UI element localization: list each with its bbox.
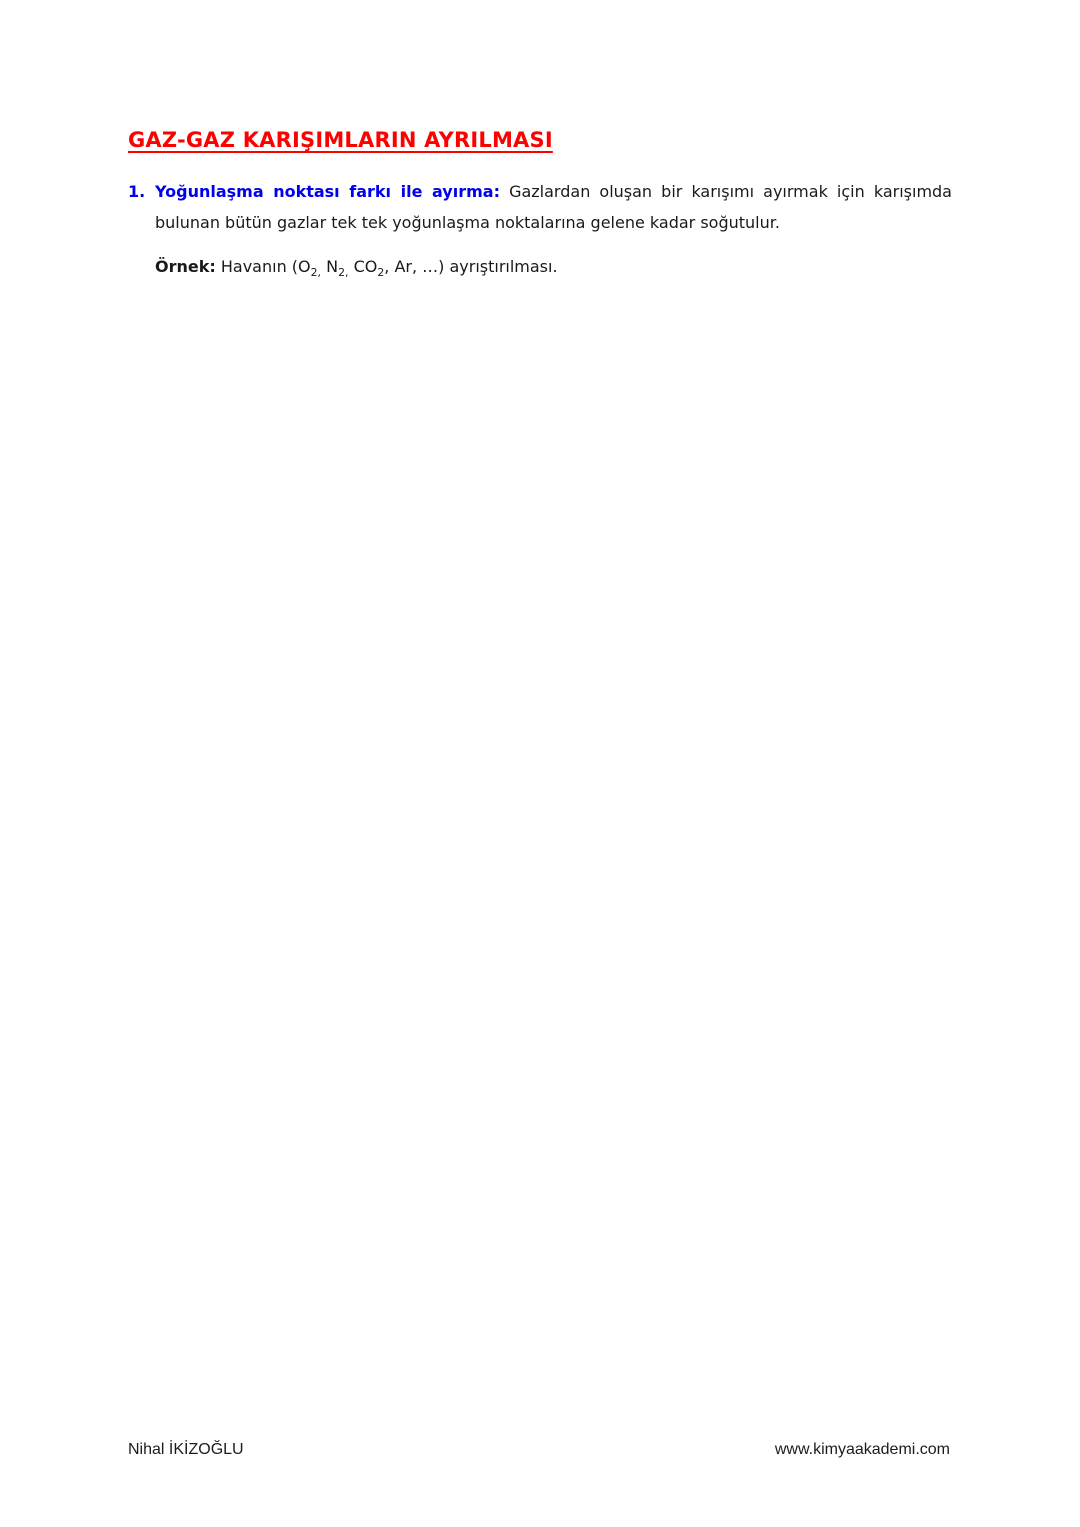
footer-author: Nihal İKİZOĞLU: [128, 1441, 244, 1458]
list-item-paragraph: [155, 176, 952, 238]
numbered-list-item: [128, 176, 952, 238]
list-item-body: Gazlardan oluşan bir karışımı ayırmak için karışımda bulunan bütün gazlar tek tek yoğunlaşma noktalarına gelene kadar soğutulur.: [155, 182, 952, 232]
section-heading: GAZ-GAZ KARIŞIMLARIN AYRILMASI: [128, 128, 553, 152]
example-label: Örnek:: [155, 257, 216, 276]
footer-website: www.kimyaakademi.com: [774, 1441, 950, 1458]
example-text: Havanın ($O_{2,}$ $N_{2,}$ $CO_2$, Ar, …) ayrıştırılması.: [220, 257, 558, 280]
page-content: [128, 128, 952, 282]
list-item-lead: Yoğunlaşma noktası farkı ile ayırma:: [155, 182, 500, 201]
page-footer: [128, 1441, 950, 1459]
list-item-number: 1.: [128, 182, 146, 201]
example-paragraph: [155, 251, 952, 282]
